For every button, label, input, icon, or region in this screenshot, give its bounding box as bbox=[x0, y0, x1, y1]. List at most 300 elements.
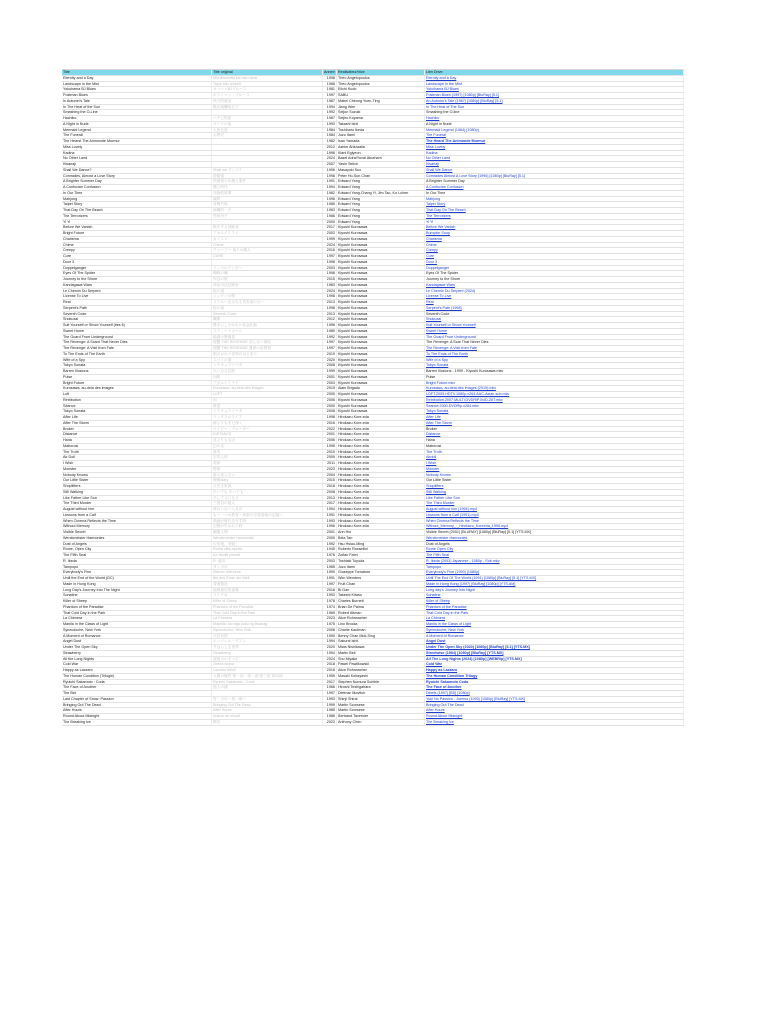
original-title-cell: 誰も知らない bbox=[212, 473, 323, 478]
drive-link-cell[interactable]: Miss Lovely bbox=[425, 145, 684, 150]
drive-link-cell[interactable]: Killer of Sheep bbox=[425, 599, 684, 604]
original-title-cell bbox=[212, 110, 323, 115]
original-title-cell: 人間の條件 第一部・第二部 第三部 第四部 bbox=[212, 674, 323, 679]
director-cell: Hsu Hsiao-Ming bbox=[337, 542, 425, 547]
drive-link-cell[interactable]: Mermaid Legend (1984) [1080p] bbox=[425, 128, 684, 133]
original-title-cell: ポストマン・ブルース bbox=[212, 93, 323, 98]
original-title-cell: Topio stin omichli bbox=[212, 82, 323, 87]
director-cell: Bi Gan bbox=[337, 588, 425, 593]
director-cell: Hirokazu Kore-eda bbox=[337, 507, 425, 512]
title-cell: La Chimera bbox=[62, 616, 212, 621]
original-title-cell: 夜明けのすべて bbox=[212, 657, 323, 662]
drive-link-cell[interactable]: Round About Midnight bbox=[425, 714, 684, 719]
year-cell: 1987 bbox=[323, 116, 337, 121]
drive-link-cell[interactable]: The Revenge: A Visit from Fate bbox=[425, 346, 684, 351]
drive-link-cell[interactable]: Comrades Almost A Love Story (1996) [1080p] [BluRay] [5.1] bbox=[425, 174, 684, 179]
drive-link-cell[interactable]: Nobody Knows bbox=[425, 473, 684, 478]
year-cell: 1997 bbox=[323, 691, 337, 696]
original-title-cell: 映画が時代を写す時 bbox=[212, 519, 323, 524]
director-cell: Hirokazu Kore-eda bbox=[337, 438, 425, 443]
drive-link-cell[interactable]: Lessons from a Calf (1991).mp4 bbox=[425, 513, 684, 518]
original-title-cell: 天若有情 bbox=[212, 634, 323, 639]
original-title-cell: R. 池田 bbox=[212, 559, 323, 564]
drive-link-cell: Hana bbox=[425, 438, 684, 443]
year-cell: 1976 bbox=[323, 553, 337, 558]
year-cell: 2001 bbox=[323, 530, 337, 535]
director-cell: Peter Ho-Sun Chan bbox=[337, 174, 425, 179]
title-cell: Taipei Story bbox=[62, 202, 212, 207]
drive-link-cell[interactable]: Kisanaji bbox=[425, 162, 684, 167]
title-cell: The Human Condition (Trilogie) bbox=[62, 674, 212, 679]
director-cell: Ashim Ahluwalia bbox=[337, 145, 425, 150]
director-cell: Kiyoshi Kurosawa bbox=[337, 398, 425, 403]
column-header-drive[interactable]: Lien Drive bbox=[425, 70, 684, 75]
original-title-cell: Bis ans Ende der Welt bbox=[212, 576, 323, 581]
title-cell: Seventh Code bbox=[62, 312, 212, 317]
title-cell: The Bet bbox=[62, 691, 212, 696]
drive-link-cell[interactable]: Charisma bbox=[425, 237, 684, 242]
director-cell: Brian De Palma bbox=[337, 605, 425, 610]
drive-link-cell[interactable]: Werckmeister Harmonies bbox=[425, 536, 684, 541]
original-title-cell: お葬式 bbox=[212, 133, 323, 138]
drive-link-cell[interactable]: Serpent's Path (1998) bbox=[425, 306, 684, 311]
drive-link-cell[interactable]: Distance bbox=[425, 432, 684, 437]
drive-link-cell[interactable]: Door 3 bbox=[425, 260, 684, 265]
drive-link-cell[interactable]: Real bbox=[425, 300, 684, 305]
original-title-cell: 他人の顔 bbox=[212, 685, 323, 690]
original-title-cell: 地球最后的夜晚 bbox=[212, 588, 323, 593]
title-cell: Landscape in the Mist bbox=[62, 82, 212, 87]
drive-link-cell[interactable]: Under The Open Sky (2020) [1080p] [BluRay] [5.1] [YTS.MX] bbox=[425, 645, 684, 650]
drive-link-cell[interactable]: LOFT.2005.HDTV.1080p.x264.AAC-Asian-sub.mkv bbox=[425, 392, 684, 397]
year-cell: 2023 bbox=[323, 467, 337, 472]
year-cell: 1997 bbox=[323, 582, 337, 587]
original-title-cell: 回路 bbox=[212, 375, 323, 380]
year-cell: 1993 bbox=[323, 519, 337, 524]
drive-link-cell: In Our Time bbox=[425, 191, 684, 196]
title-cell: Strawberry bbox=[62, 651, 212, 656]
year-cell: 2015 bbox=[323, 277, 337, 282]
director-cell: Edward Yang,Chang Yi, Jim Tao, Ko I-chen bbox=[337, 191, 425, 196]
title-cell: Still Walking bbox=[62, 490, 212, 495]
year-cell: 2003 bbox=[323, 266, 337, 271]
column-header-original[interactable]: Title original bbox=[212, 70, 323, 75]
original-title-cell: Roma città aperta bbox=[212, 547, 323, 552]
title-cell: Door 3 bbox=[62, 260, 212, 265]
title-cell: The Funeral bbox=[62, 133, 212, 138]
original-title-cell: 蛇の道 bbox=[212, 306, 323, 311]
table-row bbox=[62, 720, 684, 726]
original-title-cell: Mia aioniotita kai mia mera bbox=[212, 76, 323, 81]
title-cell: Eyes Of The Spider bbox=[62, 271, 212, 276]
title-cell: A Moment of Romance bbox=[62, 634, 212, 639]
director-cell: Isao Yamada bbox=[337, 139, 425, 144]
title-cell: Under The Open Sky bbox=[62, 645, 212, 650]
year-cell: 1996 bbox=[323, 260, 337, 265]
director-cell: SABU bbox=[337, 93, 425, 98]
drive-link-cell[interactable]: Yuki No Passion - Joenno (1993) [1080p] [BluRay] [YTS.MX] bbox=[425, 697, 684, 702]
drive-link-cell[interactable]: Shokuzai bbox=[425, 317, 684, 322]
year-cell: 1990 bbox=[323, 570, 337, 575]
year-cell: 1994 bbox=[323, 639, 337, 644]
drive-link-cell[interactable]: Mahjong bbox=[425, 197, 684, 202]
director-cell: Seijun Suzuki bbox=[337, 110, 425, 115]
title-cell: No Other Land bbox=[62, 156, 212, 161]
original-title-cell: Autour de minuit bbox=[212, 714, 323, 719]
original-title-cell: La Chimera bbox=[212, 616, 323, 621]
drive-link-cell: Visible Secret (2001) [BLURAY] [1080p] [BluRay] [5.1] [YTS.MX] bbox=[425, 530, 684, 535]
drive-link-cell[interactable]: Everybody's Fine (1990) [1080p] bbox=[425, 570, 684, 575]
original-title-cell: 歩いても 歩いても bbox=[212, 490, 323, 495]
drive-link-cell[interactable]: Long day's Journey Into Night bbox=[425, 588, 684, 593]
drive-link-cell[interactable]: After The Storm bbox=[425, 421, 684, 426]
director-cell: Zoltan Fabri bbox=[337, 553, 425, 558]
year-cell: 2013 bbox=[323, 496, 337, 501]
year-cell: 2001 bbox=[323, 432, 337, 437]
year-cell: 2009 bbox=[323, 455, 337, 460]
drive-link-cell[interactable]: No Other Land bbox=[425, 156, 684, 161]
drive-link-cell[interactable]: Landscape in the Mist bbox=[425, 82, 684, 87]
original-title-cell: スパイの妻 bbox=[212, 358, 323, 363]
original-title-cell: 大いなる幻影 bbox=[212, 369, 323, 374]
original-title-cell: 怪物 bbox=[212, 467, 323, 472]
year-cell: 1996 bbox=[323, 174, 337, 179]
original-title-cell: 甜蜜蜜 bbox=[212, 174, 323, 179]
title-cell: The Fifth Seal bbox=[62, 553, 212, 558]
year-cell: 1991 bbox=[323, 513, 337, 518]
title-cell: I Wish bbox=[62, 461, 212, 466]
drive-link-cell[interactable]: Manila in the Claws of Light bbox=[425, 622, 684, 627]
drive-link-cell: Dust of Angels bbox=[425, 542, 684, 547]
drive-link-cell[interactable]: R. Ikeda (2003) Japanese - 1080p - Sub.mkv bbox=[425, 559, 684, 564]
drive-link-cell[interactable]: Bringing Out The Dead bbox=[425, 703, 684, 708]
year-cell: 1993 bbox=[323, 697, 337, 702]
year-cell: 1987 bbox=[323, 99, 337, 104]
drive-link-cell[interactable]: Shoplifters bbox=[425, 484, 684, 489]
drive-link-cell[interactable]: La Chimera bbox=[425, 616, 684, 621]
drive-link-cell[interactable]: Made in Hong Kong (1997) [BluRay] [1080p] [YTS.AM] bbox=[425, 582, 684, 587]
drive-link-cell[interactable]: Yi Yi bbox=[425, 220, 684, 225]
title-cell: Manila in the Claws of Light bbox=[62, 622, 212, 627]
year-cell: 1993 bbox=[323, 593, 337, 598]
drive-link-cell[interactable]: Eternity and a Day bbox=[425, 76, 684, 81]
column-header-year[interactable]: Annee bbox=[323, 70, 337, 75]
title-cell: Werckmeister Harmonies bbox=[62, 536, 212, 541]
original-title-cell: すばらしき世界 bbox=[212, 645, 323, 650]
title-cell: Miss Lovely bbox=[62, 145, 212, 150]
drive-link-cell[interactable]: Tokyo Sonata bbox=[425, 409, 684, 414]
original-title-cell: 空気人形 bbox=[212, 455, 323, 460]
original-title-cell: Killer of Sheep bbox=[212, 599, 323, 604]
director-cell: Kiyoshi Kurosawa bbox=[337, 369, 425, 374]
drive-link-cell[interactable]: Phantom of the Paradise bbox=[425, 605, 684, 610]
drive-link-cell[interactable]: Airdoll bbox=[425, 455, 684, 460]
year-cell: 1982 bbox=[323, 191, 337, 196]
year-cell: 2024 bbox=[323, 289, 337, 294]
original-title-cell: Chime bbox=[212, 243, 323, 248]
title-cell: In The Heat of the Sun bbox=[62, 105, 212, 110]
drive-link-cell[interactable]: Dibets (1997) [BD] [1080p] bbox=[425, 691, 684, 696]
original-title-cell bbox=[212, 691, 323, 696]
spreadsheet-table bbox=[62, 69, 684, 726]
drive-link-cell[interactable]: After Life bbox=[425, 415, 684, 420]
table-body bbox=[62, 76, 684, 726]
director-cell: Hirokazu Kore-eda bbox=[337, 484, 425, 489]
director-cell: Giuseppe Tornatore bbox=[337, 570, 425, 575]
drive-link-cell[interactable]: Doppelganger bbox=[425, 266, 684, 271]
drive-link-cell[interactable]: Wife of a Spy bbox=[425, 358, 684, 363]
year-cell: 2013 bbox=[323, 312, 337, 317]
drive-link-cell[interactable]: Hachiko bbox=[425, 116, 684, 121]
year-cell: 2013 bbox=[323, 300, 337, 305]
drive-link-cell[interactable]: Ryuichi Sakamoto Coda bbox=[425, 680, 684, 685]
title-cell: After The Storm bbox=[62, 421, 212, 426]
year-cell: 2012 bbox=[323, 317, 337, 322]
year-cell: 2019 bbox=[323, 450, 337, 455]
drive-link-cell[interactable]: Creepy bbox=[425, 248, 684, 253]
drive-link-cell[interactable]: An Autumn's Tale (1987) [1080p] [BluRay] [5.1] bbox=[425, 99, 684, 104]
drive-link-cell[interactable]: Kadina bbox=[425, 151, 684, 156]
director-cell: Hirokazu Kore-eda bbox=[337, 524, 425, 529]
original-title-cell: Zimna wojna bbox=[212, 662, 323, 667]
drive-link-cell[interactable]: Postman Blues (1997) [1080p] [BluRay] [5.1] bbox=[425, 93, 684, 98]
original-title-cell: Seventh Code bbox=[212, 312, 323, 317]
director-cell: Edward Yang bbox=[337, 179, 425, 184]
year-cell: 2023 bbox=[323, 720, 337, 725]
drive-link-cell[interactable]: A Confucian Confusion bbox=[425, 185, 684, 190]
original-title-cell: ワンダフルライフ bbox=[212, 415, 323, 420]
director-cell: Charlie Kaufman bbox=[337, 628, 425, 633]
drive-link-cell[interactable]: Yokohama BJ Blues bbox=[425, 87, 684, 92]
title-cell: Charisma bbox=[62, 237, 212, 242]
drive-link-cell[interactable]: Before We Vanish bbox=[425, 225, 684, 230]
drive-link-cell[interactable]: Bumpkin Soup bbox=[425, 231, 684, 236]
year-cell: 2019 bbox=[323, 352, 337, 357]
drive-link-cell[interactable]: That Cold Day in the Park bbox=[425, 611, 684, 616]
original-title-cell: 贖罪 bbox=[212, 317, 323, 322]
drive-link-cell[interactable]: The Heard The Animonde Murmur bbox=[425, 139, 684, 144]
drive-link-cell[interactable]: The Fifth Seal bbox=[425, 553, 684, 558]
title-cell: Shokuzai bbox=[62, 317, 212, 322]
drive-link-cell[interactable]: The Funeral bbox=[425, 133, 684, 138]
director-cell: Edward Yang bbox=[337, 197, 425, 202]
director-cell: Kiyoshi Kurosawa bbox=[337, 231, 425, 236]
title-cell: Comrades, Almost a Love Story bbox=[62, 174, 212, 179]
director-cell: Kiyoshi Kurosawa bbox=[337, 335, 425, 340]
director-cell: Kiyoshi Kurosawa bbox=[337, 289, 425, 294]
year-cell: 1998 bbox=[323, 76, 337, 81]
title-cell: Maborosi bbox=[62, 444, 212, 449]
title-cell: Chime bbox=[62, 243, 212, 248]
original-title-cell: 麻將 bbox=[212, 197, 323, 202]
drive-link-cell[interactable]: Retribution.2007.MULTi.DVDRiP.XviD-Z6T.mkv bbox=[425, 398, 684, 403]
title-cell: Pulse bbox=[62, 375, 212, 380]
drive-link-cell[interactable]: Monster bbox=[425, 467, 684, 472]
drive-link-cell[interactable]: Chime bbox=[425, 243, 684, 248]
original-title-cell: 秋天的童話 bbox=[212, 99, 323, 104]
drive-link-cell: Maborosi bbox=[425, 444, 684, 449]
drive-link-cell[interactable]: In The Heat of The Sun bbox=[425, 105, 684, 110]
year-cell: 1996 bbox=[323, 168, 337, 173]
drive-link-cell[interactable]: Taipei Story bbox=[425, 202, 684, 207]
title-cell: Kandagawa Wars bbox=[62, 283, 212, 288]
director-cell: Kiyoshi Kurosawa bbox=[337, 363, 425, 368]
drive-link-cell[interactable]: All The Long Nights (2024) [1080p] [WEBRip] [YTS.MX] bbox=[425, 657, 684, 662]
drive-link-cell[interactable]: The Face of Another bbox=[425, 685, 684, 690]
director-cell: Kiani Eglyeon bbox=[337, 151, 425, 156]
year-cell: 1983 bbox=[323, 283, 337, 288]
year-cell: 1998 bbox=[323, 294, 337, 299]
director-cell: Alice Rohrwacher bbox=[337, 668, 425, 673]
director-cell: Edward Yang bbox=[337, 202, 425, 207]
original-title-cell: 少年吔，安啦！ bbox=[212, 542, 323, 547]
drive-link-cell[interactable]: Kurosawa, au-dela des images (2019).mkv bbox=[425, 386, 684, 391]
drive-link-cell[interactable]: A Moment of Romance bbox=[425, 634, 684, 639]
director-cell: Eiichi Kudo bbox=[337, 87, 425, 92]
director-cell: Hirokazu Kore-eda bbox=[337, 473, 425, 478]
drive-link-cell[interactable]: The Human Condition Trilogy bbox=[425, 674, 684, 679]
title-cell: In Our Time bbox=[62, 191, 212, 196]
drive-link-cell: Eyes Of The Spider bbox=[425, 271, 684, 276]
director-cell: Bertrand Tavernier bbox=[337, 714, 425, 719]
title-cell: Shoplifters bbox=[62, 484, 212, 489]
year-cell: 1994 bbox=[323, 105, 337, 110]
title-cell: All the Long Nights bbox=[62, 657, 212, 662]
year-cell: 1998 bbox=[323, 271, 337, 276]
original-title-cell: 三度目の殺人 bbox=[212, 501, 323, 506]
drive-link-cell[interactable]: Without_Memory_-_Hirokazu_Koreeda_1996.mp4 bbox=[425, 524, 684, 529]
drive-link-cell[interactable]: Like Father Like Son bbox=[425, 496, 684, 501]
title-cell: The Guard From Underground bbox=[62, 335, 212, 340]
drive-link-cell[interactable]: The Truth bbox=[425, 450, 684, 455]
year-cell: 1969 bbox=[323, 611, 337, 616]
drive-link-cell[interactable]: Sonatine bbox=[425, 593, 684, 598]
original-title-cell: 人魚伝説 bbox=[212, 128, 323, 133]
title-cell: Dust of Angels bbox=[62, 542, 212, 547]
drive-link-cell[interactable]: To The Ends of The Earth bbox=[425, 352, 684, 357]
original-title-cell: 雪・少年～第一章～ bbox=[212, 697, 323, 702]
drive-link-cell[interactable]: Until The End Of The World (1991) [1080p] [BluRay] [5.1] [YTS.MX] bbox=[425, 576, 684, 581]
director-cell: Alice Rohrwacher bbox=[337, 616, 425, 621]
director-cell: Kiyoshi Kurosawa bbox=[337, 340, 425, 345]
drive-link-cell[interactable]: Synecdoche, New York bbox=[425, 628, 684, 633]
drive-link-cell[interactable]: Tampopo bbox=[425, 565, 684, 570]
drive-link-cell[interactable]: That Day On The Beach bbox=[425, 208, 684, 213]
year-cell: 1996 bbox=[323, 524, 337, 529]
original-title-cell: 青梅竹馬 bbox=[212, 202, 323, 207]
original-title-cell: 幻の光 bbox=[212, 444, 323, 449]
drive-link-cell[interactable]: The Breaking Ice bbox=[425, 720, 684, 725]
drive-link-cell[interactable]: Le Chemin Du Serpent (2024) bbox=[425, 289, 684, 294]
year-cell: 1981 bbox=[323, 87, 337, 92]
drive-link-cell[interactable]: License To Live bbox=[425, 294, 684, 299]
title-cell: License To Live bbox=[62, 294, 212, 299]
original-title-cell: 燃冬 bbox=[212, 720, 323, 725]
drive-link-cell[interactable]: I Wish bbox=[425, 461, 684, 466]
year-cell: 2003 bbox=[323, 231, 337, 236]
drive-link-cell[interactable]: August without him (1994).mp4 bbox=[425, 507, 684, 512]
drive-link-cell[interactable]: Bright Future.mkv bbox=[425, 381, 684, 386]
drive-link-cell[interactable]: Suit Yourself or Shoot Yourself bbox=[425, 323, 684, 328]
drive-link-cell[interactable]: Cold War bbox=[425, 662, 684, 667]
drive-link-cell[interactable]: Still Walking bbox=[425, 490, 684, 495]
director-cell: Kiyoshi Kurosawa bbox=[337, 271, 425, 276]
drive-link-cell[interactable]: When Cinema Reflects the Time bbox=[425, 519, 684, 524]
director-cell: Edward Yang bbox=[337, 208, 425, 213]
year-cell: 2019 bbox=[323, 386, 337, 391]
original-title-cell: 蛇の道 bbox=[212, 289, 323, 294]
drive-link-cell[interactable]: Shall We Dance bbox=[425, 168, 684, 173]
title-cell: Rome, Open City bbox=[62, 547, 212, 552]
column-header-title[interactable]: Title bbox=[62, 70, 212, 75]
year-cell: 1975 bbox=[323, 622, 337, 627]
director-cell: Kiyoshi Kurosawa bbox=[337, 306, 425, 311]
title-cell: Round About Midnight bbox=[62, 714, 212, 719]
year-cell: 2012 bbox=[323, 145, 337, 150]
director-cell: Hirokazu Kore-eda bbox=[337, 432, 425, 437]
year-cell: 2017 bbox=[323, 225, 337, 230]
title-cell: Mermaid Legend bbox=[62, 128, 212, 133]
column-header-director[interactable]: Realisateur/trice bbox=[337, 70, 425, 75]
title-cell: Yokohama BJ Blues bbox=[62, 87, 212, 92]
drive-link-cell[interactable]: Rome Open City bbox=[425, 547, 684, 552]
year-cell: 1959 bbox=[323, 674, 337, 679]
drive-link-cell[interactable]: The Terrorizers bbox=[425, 214, 684, 219]
drive-link-cell[interactable]: Angel Dust bbox=[425, 639, 684, 644]
drive-link-cell[interactable]: The Third Murder bbox=[425, 501, 684, 506]
year-cell: 1997 bbox=[323, 254, 337, 259]
original-title-cell: 真実 bbox=[212, 450, 323, 455]
title-cell: Until the End of the World (DC) bbox=[62, 576, 212, 581]
title-cell: A Night in Nude bbox=[62, 122, 212, 127]
director-cell: Hirokazu Kore-eda bbox=[337, 490, 425, 495]
original-title-cell: 獨立時代 bbox=[212, 185, 323, 190]
drive-link-cell[interactable]: Happy as Lazzaro bbox=[425, 668, 684, 673]
original-title-cell: 恐怖份子 bbox=[212, 214, 323, 219]
title-cell: Bright Future bbox=[62, 381, 212, 386]
year-cell: 2024 bbox=[323, 156, 337, 161]
original-title-cell: トウキョウソナタ bbox=[212, 409, 323, 414]
year-cell: 1990 bbox=[323, 634, 337, 639]
original-title-cell: 記憶が失われた時 bbox=[212, 524, 323, 529]
year-cell: 2004 bbox=[323, 473, 337, 478]
title-cell: Kurosawa, au-dela des images bbox=[62, 386, 212, 391]
director-cell: Edward Yang bbox=[337, 185, 425, 190]
year-cell: 1991 bbox=[323, 576, 337, 581]
drive-link-cell[interactable]: Streetwise (1984) [1080p] [BluRay] [YTS.MX] bbox=[425, 651, 684, 656]
year-cell: 1998 bbox=[323, 151, 337, 156]
title-cell: That Day On The Beach bbox=[62, 208, 212, 213]
director-cell: Jiang Wen bbox=[337, 105, 425, 110]
original-title-cell: 旅のおわり世界のはじまり bbox=[212, 352, 323, 357]
year-cell: 1996 bbox=[323, 323, 337, 328]
director-cell: Wim Wenders bbox=[337, 576, 425, 581]
drive-link-cell[interactable]: Tokyo Sonata bbox=[425, 363, 684, 368]
drive-link-cell[interactable]: Seance.2000.DVDRip.x264.mkv bbox=[425, 404, 684, 409]
drive-link-cell[interactable]: The Guard From Underground bbox=[425, 335, 684, 340]
original-title-cell: ヌードの夜 bbox=[212, 122, 323, 127]
director-cell: Takashi Ishii bbox=[337, 122, 425, 127]
drive-link-cell[interactable]: Cure bbox=[425, 254, 684, 259]
year-cell: 2016 bbox=[323, 421, 337, 426]
drive-link-cell[interactable]: Sweet Home bbox=[425, 329, 684, 334]
drive-link-cell[interactable]: After Hours bbox=[425, 708, 684, 713]
drive-link-cell[interactable]: Kandagawa Wars bbox=[425, 283, 684, 288]
year-cell: 2018 bbox=[323, 484, 337, 489]
year-cell: 2003 bbox=[323, 381, 337, 386]
director-cell: Basel Adra/Yuval Abraham bbox=[337, 156, 425, 161]
director-cell: Mabel Cheung Yuen-Ting bbox=[337, 99, 425, 104]
